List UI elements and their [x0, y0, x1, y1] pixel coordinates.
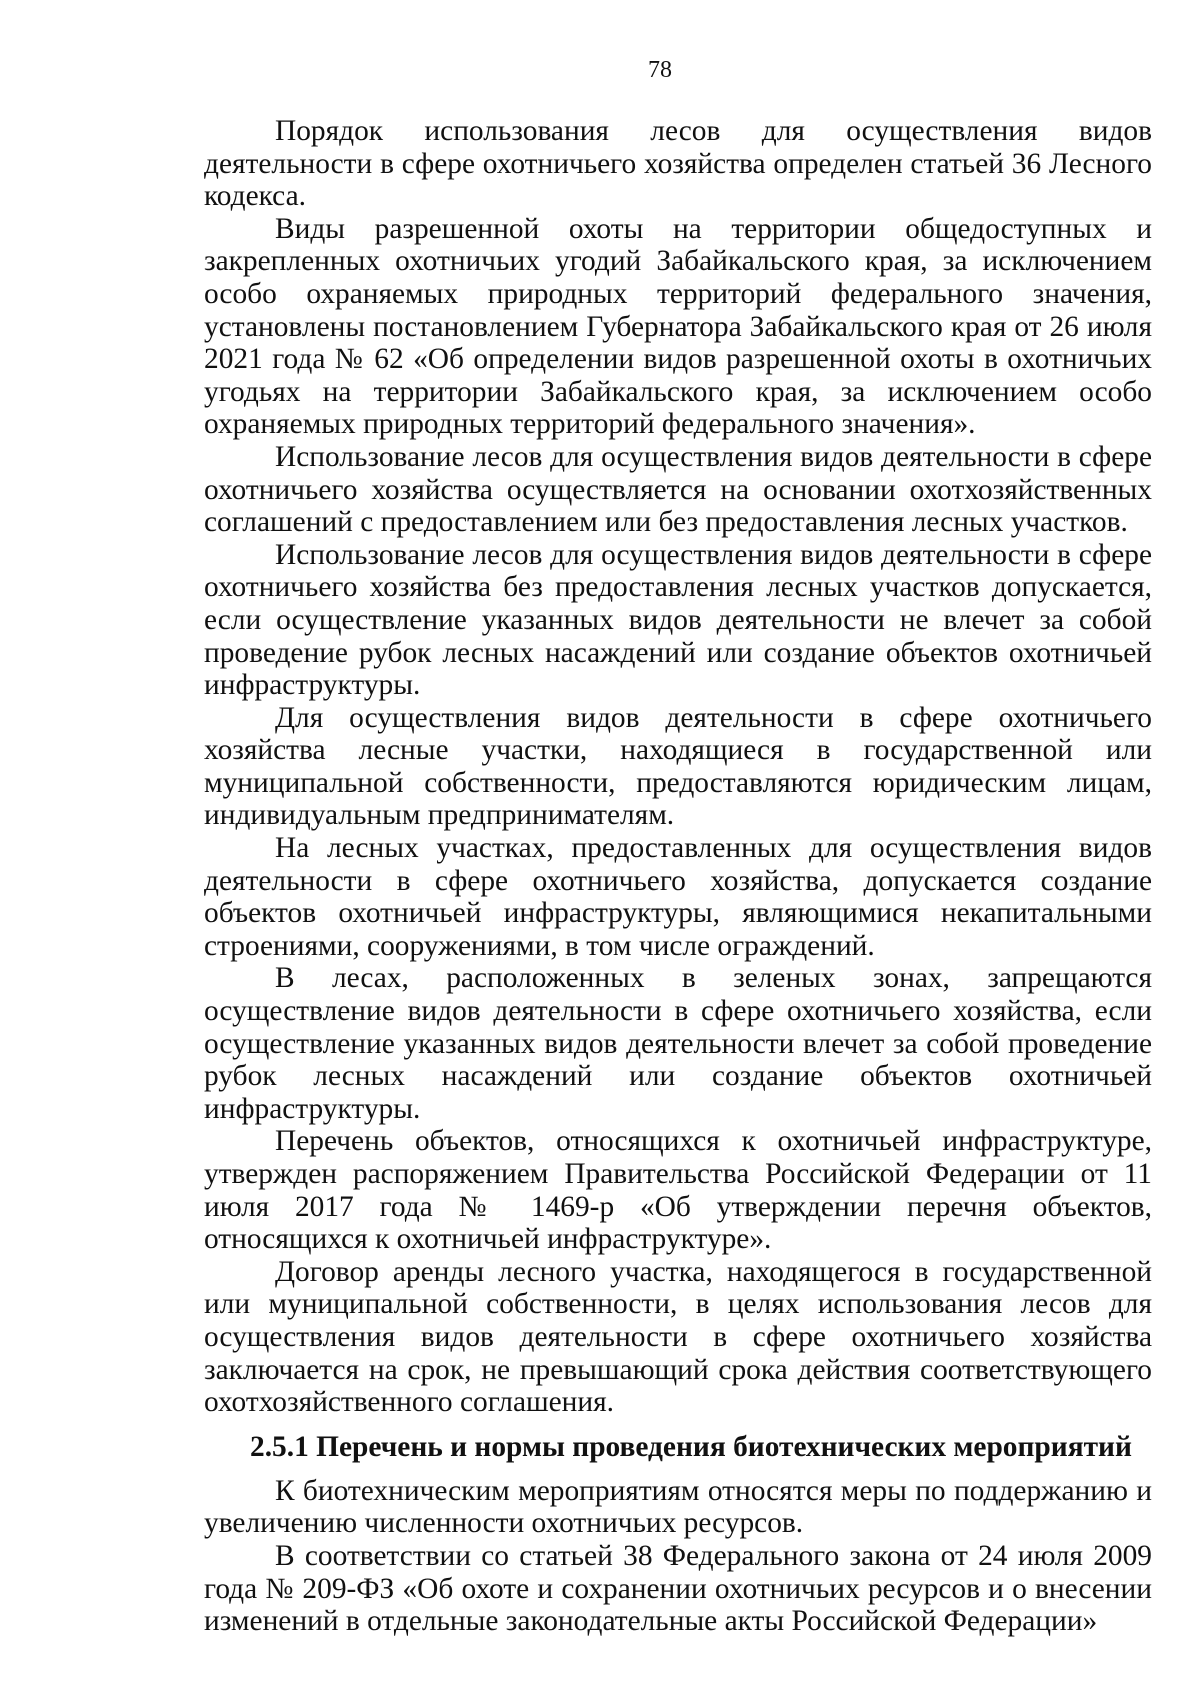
- paragraph-green-zones: В лесах, расположенных в зеленых зонах, запрещаются осуществление видов деятельности в сфере охотничьего хозяйства, если осуществление указанных видов деятельности влечет за собой проведение рубок лесных насаждений или создание объектов охотничьей инфраструктуры.: [204, 962, 1152, 1125]
- paragraph-hunting-types: Виды разрешенной охоты на территории общедоступных и закрепленных охотничьих угодий Забайкальского края, за исключением особо охраняемых природных территорий федерального значения, установлены постановлением Губернатора Забайкальского края от 26 июля 2021 года № 62 «Об определении видов разрешенной охоты в охотничьих угодьях на территории Забайкальского края, за исключением особо охраняемых природных территорий федерального значения».: [204, 212, 1152, 441]
- paragraph-infrastructure-list: Перечень объектов, относящихся к охотничьей инфраструктуре, утвержден распоряжением Правительства Российской Федерации от 11 июля 2017 года № 1469-р «Об утверждении перечня объектов, относящихся к охотничьей инфраструктуре».: [204, 1125, 1152, 1256]
- paragraph-without-plots: Использование лесов для осуществления видов деятельности в сфере охотничьего хозяйства без предоставления лесных участков допускается, если осуществление указанных видов деятельности не влечет за собой проведение рубок лесных насаждений или создание объектов охотничьей инфраструктуры.: [204, 538, 1152, 702]
- paragraph-forest-use-order: Порядок использования лесов для осуществления видов деятельности в сфере охотничьего хозяйства определен статьей 36 Лесного кодекса.: [204, 115, 1152, 213]
- paragraph-biotechnical-measures: К биотехническим мероприятиям относятся меры по поддержанию и увеличению численности охотничьих ресурсов.: [204, 1474, 1152, 1540]
- page-content: [204, 115, 1152, 1638]
- section-heading: 2.5.1 Перечень и нормы проведения биотехнических мероприятий: [250, 1430, 1132, 1463]
- page-number: 78: [648, 57, 672, 83]
- paragraph-lease-agreement: Договор аренды лесного участка, находящегося в государственной или муниципальной собственности, в целях использования лесов для осуществления видов деятельности в сфере охотничьего хозяйства заключается на срок, не превышающий срока действия соответствующего охотхозяйственного соглашения.: [204, 1255, 1152, 1419]
- paragraph-infrastructure-allowed: На лесных участках, предоставленных для осуществления видов деятельности в сфере охотничьего хозяйства, допускается создание объектов охотничьей инфраструктуры, являющимися некапитальными строениями, сооружениями, в том числе ограждений.: [204, 832, 1152, 962]
- paragraph-federal-law: В соответствии со статьей 38 Федерального закона от 24 июля 2009 года № 209-ФЗ «Об охоте и сохранении охотничьих ресурсов и о внесении изменений в отдельные законодательные акты Российской Федерации»: [204, 1539, 1152, 1638]
- paragraph-hunting-agreements: Использование лесов для осуществления видов деятельности в сфере охотничьего хозяйства осуществляется на основании охотхозяйственных соглашений с предоставлением или без предоставления лесных участков.: [204, 440, 1152, 539]
- paragraph-plots-provision: Для осуществления видов деятельности в сфере охотничьего хозяйства лесные участки, находящиеся в государственной или муниципальной собственности, предоставляются юридическим лицам, индивидуальным предпринимателям.: [204, 701, 1152, 832]
